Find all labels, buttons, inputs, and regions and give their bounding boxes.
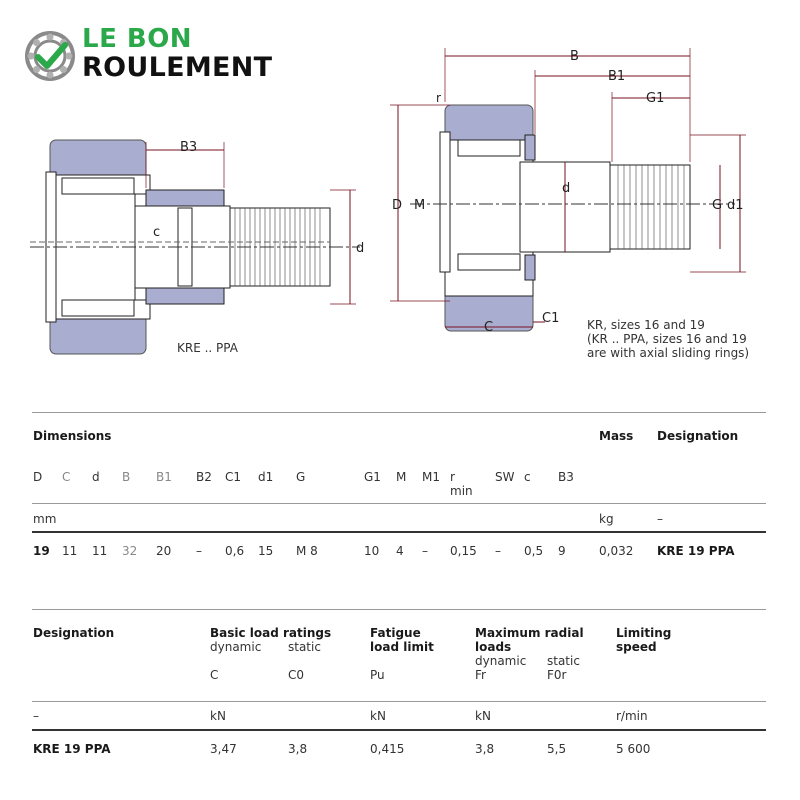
label-B1: B1	[608, 69, 626, 84]
t1-h-B3: B3	[558, 470, 574, 484]
t1-h-d1: d1	[258, 470, 274, 484]
table2-data-rule	[32, 729, 766, 731]
label-D: D	[392, 198, 403, 213]
label-G1: G1	[646, 91, 665, 106]
t1-v-G1: 10	[364, 544, 380, 558]
t1-h-r: r	[450, 470, 455, 484]
t2-dynamic2: dynamic	[475, 654, 527, 668]
label-M: M	[414, 198, 426, 213]
t1-h-d: d	[92, 470, 100, 484]
table1-top-rule	[32, 412, 766, 413]
t2-h-F0r: F0r	[547, 668, 567, 682]
t1-h-B1: B1	[156, 470, 172, 484]
t1-h-B2: B2	[196, 470, 212, 484]
label-B3: B3	[180, 140, 198, 155]
bearing-check-icon	[24, 30, 76, 82]
t1-h-C1: C1	[225, 470, 242, 484]
t2-v-Pu: 0,415	[370, 742, 405, 756]
right-bearing-drawing	[390, 40, 760, 340]
t2-v-designation: KRE 19 PPA	[33, 742, 111, 756]
t2-h-C: C	[210, 668, 219, 682]
table2-top-rule	[32, 609, 766, 610]
t1-v-r: 0,15	[450, 544, 477, 558]
table1-mid-rule	[32, 503, 766, 504]
t1-v-B: 32	[122, 544, 138, 558]
t1-v-mass: 0,032	[599, 544, 634, 558]
t1-v-SW: –	[495, 544, 501, 558]
label-c: c	[153, 225, 161, 240]
t1-v-C1: 0,6	[225, 544, 245, 558]
label-C1: C1	[542, 311, 560, 326]
t2-v-C: 3,47	[210, 742, 237, 756]
t1-v-d1: 15	[258, 544, 274, 558]
t2-h-Fr: Fr	[475, 668, 486, 682]
t1-v-B1: 20	[156, 544, 172, 558]
t1-v-c: 0,5	[524, 544, 544, 558]
t2-h-Pu: Pu	[370, 668, 385, 682]
t2-static2: static	[547, 654, 580, 668]
t2-maxrad1: Maximum radial	[475, 626, 584, 640]
label-B: B	[570, 49, 579, 64]
label-G: G	[712, 198, 723, 213]
table2-mid-rule	[32, 701, 766, 702]
t1-unit-mm: mm	[33, 512, 57, 526]
t2-v-F0r: 5,5	[547, 742, 567, 756]
t2-v-Fr: 3,8	[475, 742, 495, 756]
t1-h-SW: SW	[495, 470, 515, 484]
label-d-left: d	[356, 241, 365, 256]
label-C: C	[484, 320, 494, 335]
t1-h-M: M	[396, 470, 407, 484]
t2-basic-load: Basic load ratings	[210, 626, 332, 640]
t2-v-C0: 3,8	[288, 742, 308, 756]
t2-designation: Designation	[33, 626, 115, 640]
t1-h-C: C	[62, 470, 71, 484]
t1-v-G: M 8	[296, 544, 318, 558]
logo	[22, 26, 292, 86]
t1-v-B3: 9	[558, 544, 566, 558]
label-d-right: d	[562, 181, 571, 196]
t2-limit2: speed	[616, 640, 657, 654]
t1-v-B2: –	[196, 544, 202, 558]
right-caption-3: are with axial sliding rings)	[587, 346, 750, 360]
t2-maxrad2: loads	[475, 640, 512, 654]
right-caption-2: (KR .. PPA, sizes 16 and 19	[587, 332, 747, 346]
right-caption-1: KR, sizes 16 and 19	[587, 318, 705, 332]
t1-unit-kg: kg	[599, 512, 614, 526]
t2-v-speed: 5 600	[616, 742, 651, 756]
t1-v-D: 19	[33, 544, 50, 558]
t2-limit1: Limiting	[616, 626, 672, 640]
t1-h-D: D	[33, 470, 43, 484]
left-caption: KRE .. PPA	[177, 341, 238, 355]
t1-designation: Designation	[657, 429, 739, 443]
t2-unit-2: kN	[370, 709, 386, 723]
t1-h-r-sub: min	[450, 484, 473, 498]
t1-v-M1: –	[422, 544, 428, 558]
label-d1: d1	[727, 198, 744, 213]
t1-v-C: 11	[62, 544, 78, 558]
label-r: r	[436, 91, 441, 105]
t1-h-G1: G1	[364, 470, 381, 484]
t1-h-B: B	[122, 470, 131, 484]
t2-static: static	[288, 640, 321, 654]
t2-unit-4: r/min	[616, 709, 648, 723]
t2-unit-1: kN	[210, 709, 226, 723]
t1-v-M: 4	[396, 544, 404, 558]
t1-unit-dash: –	[657, 512, 663, 526]
t2-unit-3: kN	[475, 709, 491, 723]
t2-fatigue2: load limit	[370, 640, 434, 654]
t1-mass: Mass	[599, 429, 634, 443]
logo-line1: LE BON	[82, 24, 193, 54]
t2-unit-0: –	[33, 709, 39, 723]
t2-dynamic: dynamic	[210, 640, 262, 654]
left-bearing-drawing	[20, 120, 380, 370]
t1-v-d: 11	[92, 544, 108, 558]
t1-h-c: c	[524, 470, 531, 484]
t1-dimensions: Dimensions	[33, 429, 112, 443]
t2-fatigue1: Fatigue	[370, 626, 421, 640]
t2-h-C0: C0	[288, 668, 305, 682]
logo-line2: ROULEMENT	[82, 52, 273, 83]
t1-h-M1: M1	[422, 470, 440, 484]
table1-data-rule	[32, 531, 766, 533]
t1-v-designation: KRE 19 PPA	[657, 544, 735, 558]
t1-h-G: G	[296, 470, 306, 484]
